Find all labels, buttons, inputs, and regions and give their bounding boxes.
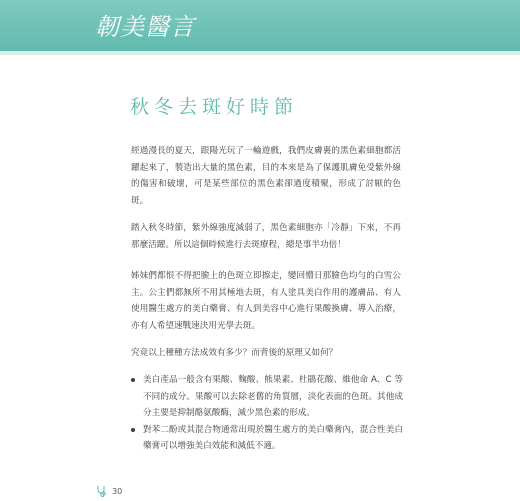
header-band <box>0 0 520 55</box>
header-title: 韌美醫言 <box>95 13 195 41</box>
stethoscope-icon <box>96 482 108 501</box>
page-title: 秋冬去斑好時節 <box>130 96 299 118</box>
paragraph-4: 究竟以上種種方法成效有多少？而背後的原理又如何？ <box>131 348 338 358</box>
bullet-list <box>131 372 403 455</box>
bullet-item <box>131 422 403 455</box>
paragraph-1: 經過漫長的夏天，跟陽光玩了一輪遊戲，我們皮膚裏的黑色素細胞都活躍起來了，製造出大量的黑色素，目的本來是為了保護肌膚免受紫外線的傷害和破壞，可是某些部位的黑色素卻過度積聚，形成了討厭的色斑。 <box>131 146 401 206</box>
bullet-text: 對苯二酚或其混合物通常出現於醫生處方的美白藥膏內，混合性美白藥膏可以增強美白效能和減低不適。 <box>143 424 403 451</box>
bullet-icon <box>131 428 135 432</box>
page-number: 30 <box>112 487 123 496</box>
bullet-text: 美白產品一般含有果酸、麴酸、熊果素、杜鵑花酸、維他命 A、C 等不同的成分。果酸可以去除老舊的角質層，淡化表面的色斑。其他成分主要是抑制酪氨酸酶，減少黑色素的形成。 <box>143 375 403 418</box>
paragraph-2: 踏入秋冬時節，紫外線強度減弱了，黑色素細胞亦「冷靜」下來，不再那麼活躍。所以這個時候進行去斑療程，總是事半功倍！ <box>131 223 401 250</box>
bullet-item <box>131 372 403 422</box>
bullet-icon <box>131 378 135 382</box>
page-footer <box>96 482 122 501</box>
paragraph-3: 姊妹們都恨不得把臉上的色斑立即擦走，變回懵日那臉色均勻的白雪公主。公主們都無所不用其極地去斑，有人塗具美白作用的護膚品、有人使用醫生處方的美白藥膏、有人到美容中心進行果酸換膚、導入治療，亦有人希望速戰速決用光學去斑。 <box>131 271 401 331</box>
